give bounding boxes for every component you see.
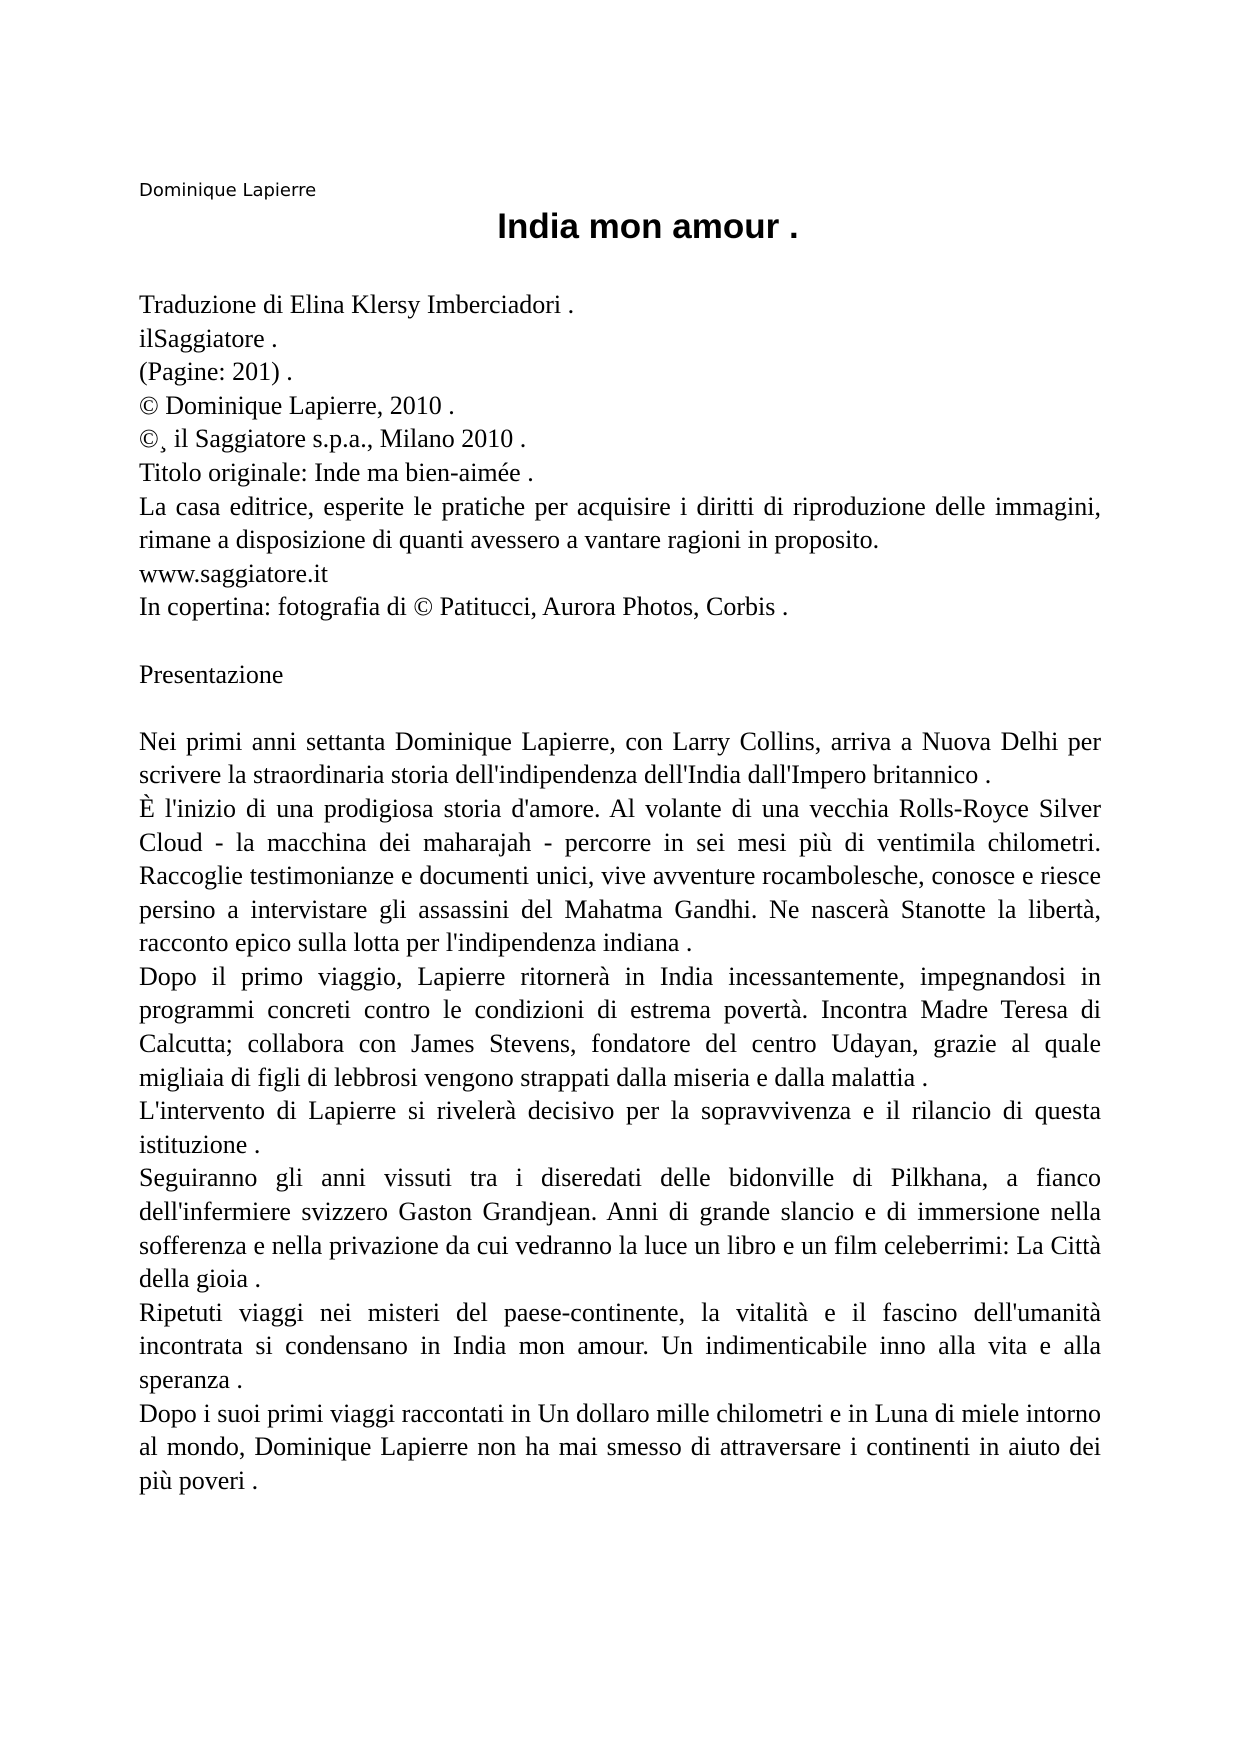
presentation-paragraph: Dopo i suoi primi viaggi raccontati in Un dollaro mille chilometri e in Luna di miele intorno al mondo, Dominique Lapierre non ha mai smesso di attraversare i continenti in aiuto dei più poveri . <box>139 1398 1101 1495</box>
publisher-name: ilSaggiatore . <box>139 323 278 353</box>
rights-notice: La casa editrice, esperite le pratiche per acquisire i diritti di riproduzione delle immagini, rimane a disposizione di quanti avessero a vantare ragioni in proposito. <box>139 491 1101 555</box>
page-count: (Pagine: 201) . <box>139 357 293 387</box>
publisher-website: www.saggiatore.it <box>139 558 328 588</box>
presentation-paragraph: Seguiranno gli anni vissuti tra i diseredati delle bidonville di Pilkhana, a fianco dell'infermiere svizzero Gaston Grandjean. Anni di grande slancio e di immersione nella sofferenza e nella privazione da cui vedranno la luce un libro e un film celeberrimi: La Città della gioia . <box>139 1163 1101 1294</box>
original-title: Titolo originale: Inde ma bien-aimée . <box>139 457 534 487</box>
book-title: India mon amour . <box>497 207 799 246</box>
author-name: Dominique Lapierre <box>139 180 317 201</box>
copyright-author: © Dominique Lapierre, 2010 . <box>139 390 455 420</box>
section-heading: Presentazione <box>139 659 284 689</box>
publication-info <box>139 288 1101 624</box>
presentation-text <box>139 725 1101 1498</box>
presentation-paragraph: Nei primi anni settanta Dominique Lapierre, con Larry Collins, arriva a Nuova Delhi per scrivere la straordinaria storia dell'indipendenza dell'India dall'Impero britannico . <box>139 726 1101 790</box>
document-page <box>139 180 1101 1497</box>
presentation-paragraph: È l'inizio di una prodigiosa storia d'amore. Al volante di una vecchia Rolls-Royce Silver Cloud - la macchina dei maharajah - percorre in sei mesi più di ventimila chilometri. Raccoglie testimonianze e documenti unici, vive avventure rocambolesche, conosce e riesce persino a intervistare gli assassini del Mahatma Gandhi. Ne nascerà Stanotte la libertà, racconto epico sulla lotta per l'indipendenza indiana . <box>139 793 1101 958</box>
copyright-publisher: ©¸ il Saggiatore s.p.a., Milano 2010 . <box>139 424 527 454</box>
presentation-paragraph: Ripetuti viaggi nei misteri del paese-continente, la vitalità e il fascino dell'umanità incontrata si condensano in India mon amour. Un indimenticabile inno alla vita e alla speranza . <box>139 1297 1101 1394</box>
presentation-paragraph: Dopo il primo viaggio, Lapierre ritornerà in India incessantemente, impegnandosi in programmi concreti contro le condizioni di estrema povertà. Incontra Madre Teresa di Calcutta; collabora con James Stevens, fondatore del centro Udayan, grazie al quale migliaia di figli di lebbrosi vengono strappati dalla miseria e dalla malattia . <box>139 961 1101 1092</box>
translation-credit: Traduzione di Elina Klersy Imberciadori . <box>139 290 575 319</box>
presentation-paragraph: L'intervento di Lapierre si rivelerà decisivo per la sopravvivenza e il rilancio di questa istituzione . <box>139 1096 1101 1159</box>
cover-credit: In copertina: fotografia di © Patitucci, Aurora Photos, Corbis . <box>139 592 789 622</box>
